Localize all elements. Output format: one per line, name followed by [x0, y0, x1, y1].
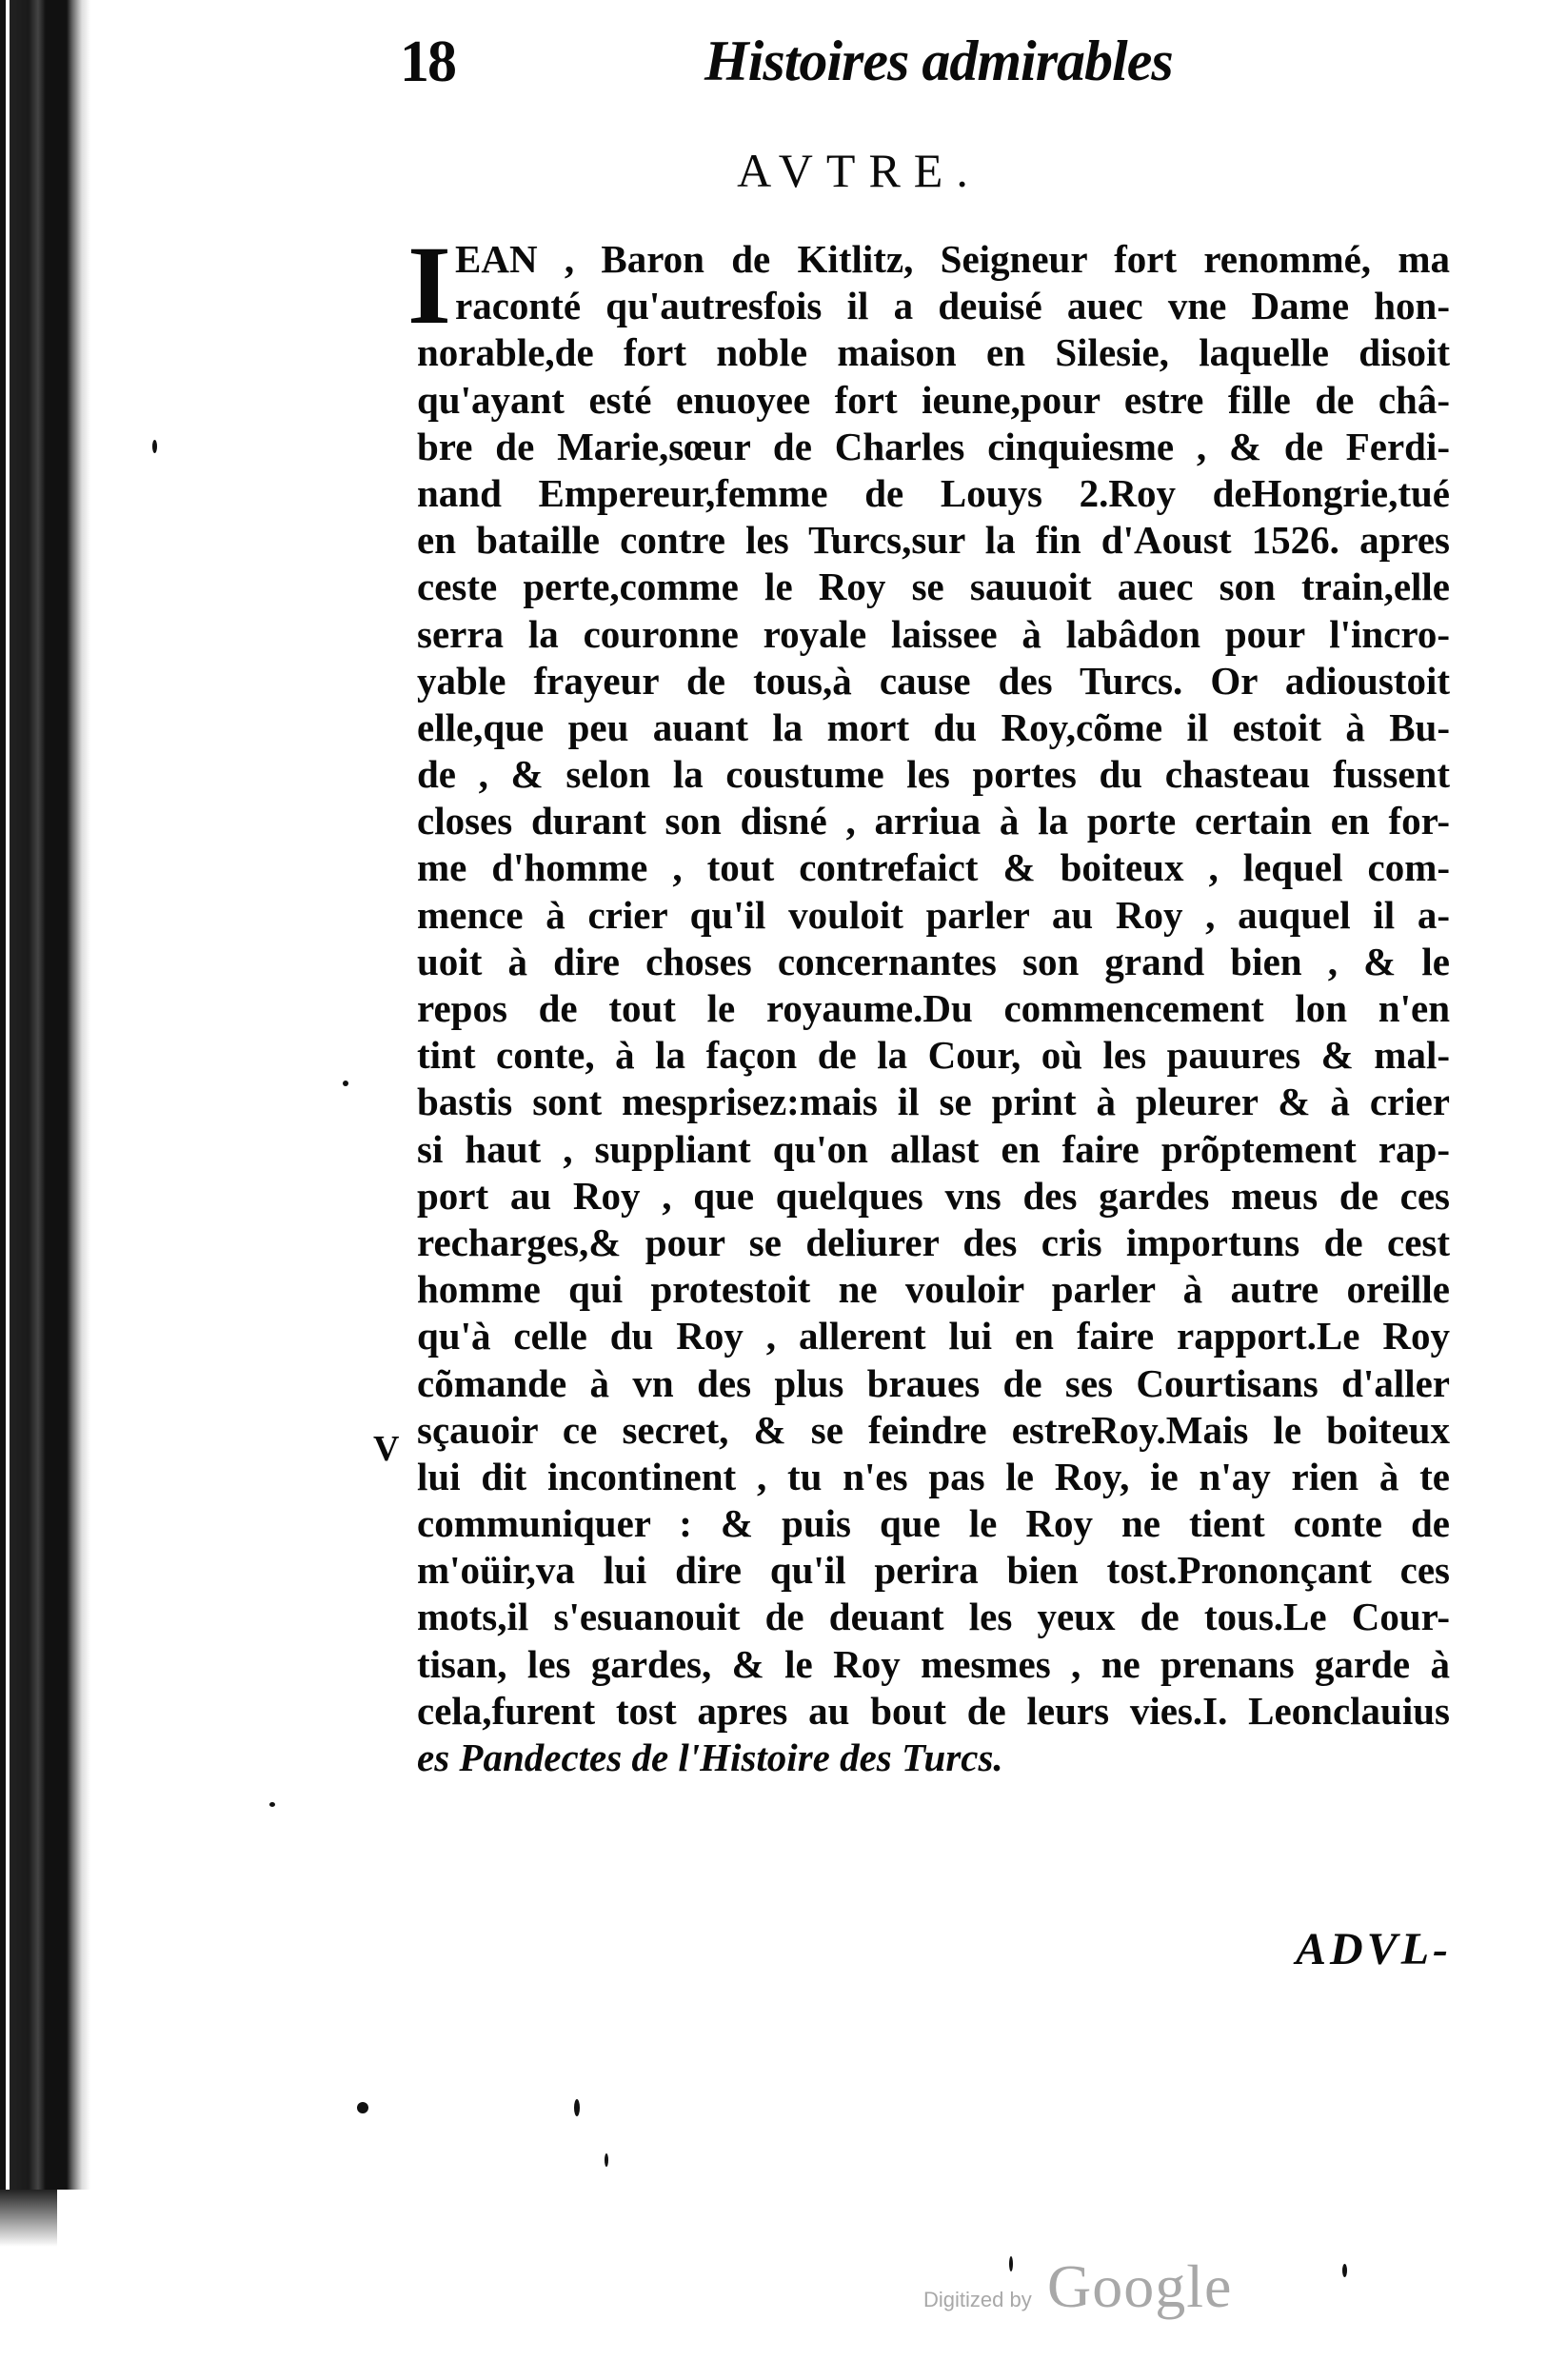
text-line: mence à crier qu'il vouloit parler au Roy , auquel il a-: [417, 892, 1450, 937]
page-number: 18: [400, 30, 455, 94]
text-line: cela,furent tost apres au bout de leurs vies.I. Leonclauius: [417, 1688, 1450, 1733]
drop-cap: I: [407, 223, 451, 347]
text-line: sçauoir ce secret, & se feindre estreRoy.Mais le boiteux: [417, 1407, 1450, 1452]
text-line: elle,que peu auant la mort du Roy,cõme il estoit à Bu-: [417, 704, 1450, 749]
section-title: AVTRE.: [737, 144, 982, 197]
scan-speck: [1342, 2264, 1347, 2277]
binding-gutter-fade: [0, 2190, 57, 2247]
google-logo: Google: [1047, 2252, 1233, 2320]
text-line: yable frayeur de tous,à cause des Turcs. Or adioustoit: [417, 658, 1450, 703]
scan-speck: [357, 2102, 368, 2113]
body-text: [407, 223, 1450, 1781]
text-line: tint conte, à la façon de la Cour, où les pauures & mal-: [417, 1033, 1450, 1078]
text-line: uoit à dire choses concernantes son grand bien , & le: [417, 939, 1450, 983]
scan-speck: [152, 440, 157, 453]
text-line: raconté qu'autresfois il a deuisé auec vne Dame hon-: [455, 284, 1450, 328]
text-line: homme qui protestoit ne vouloir parler à autre oreille: [417, 1267, 1450, 1312]
text-line: qu'ayant esté enuoyee fort ieune,pour estre fille de châ-: [417, 377, 1450, 422]
text-line: nand Empereur,femme de Louys 2.Roy deHongrie,tué: [417, 470, 1450, 515]
text-line: m'oüir,va lui dire qu'il perira bien tost.Prononçant ces: [417, 1548, 1450, 1593]
digitized-watermark: [923, 2251, 1247, 2328]
text-line: en bataille contre les Turcs,sur la fin d'Aoust 1526. apres: [417, 518, 1450, 563]
text-line: lui dit incontinent , tu n'es pas le Roy, ie n'ay rien à te: [417, 1454, 1450, 1498]
text-line: EAN , Baron de Kitlitz, Seigneur fort renommé, ma: [455, 237, 1450, 281]
text-line: cõmande à vn des plus braues de ses Courtisans d'aller: [417, 1360, 1450, 1405]
scan-speck: [343, 1081, 348, 1086]
text-line: repos de tout le royaume.Du commencement lon n'en: [417, 986, 1450, 1030]
text-line: recharges,& pour se deliurer des cris importuns de cest: [417, 1220, 1450, 1264]
text-line: communiquer : & puis que le Roy ne tient conte de: [417, 1501, 1450, 1546]
text-line: de , & selon la coustume les portes du chasteau fussent: [417, 752, 1450, 797]
running-head: Histoires admirables: [704, 30, 1173, 92]
text-line: bre de Marie,sœur de Charles cinquiesme , & de Ferdi-: [417, 424, 1450, 468]
text-line: qu'à celle du Roy , allerent lui en faire rapport.Le Roy: [417, 1314, 1450, 1359]
text-line: closes durant son disné , arriua à la porte certain en for-: [417, 799, 1450, 843]
scan-speck: [605, 2153, 608, 2167]
catchword: ADVL-: [1296, 1924, 1452, 1974]
page-header: [400, 29, 1219, 105]
margin-mark: V: [373, 1429, 400, 1469]
scan-speck: [574, 2099, 580, 2116]
watermark-prefix: Digitized by: [923, 2288, 1032, 2311]
text-line: port au Roy , que quelques vns des gardes meus de ces: [417, 1173, 1450, 1218]
binding-gutter-shadow: [0, 0, 90, 2190]
text-line: ceste perte,comme le Roy se sauuoit auec son train,elle: [417, 565, 1450, 609]
text-line: serra la couronne royale laissee à labâdon pour l'incro-: [417, 611, 1450, 656]
text-line: mots,il s'esuanouit de deuant les yeux de tous.Le Cour-: [417, 1595, 1450, 1639]
text-line-citation: es Pandectes de l'Histoire des Turcs.: [417, 1735, 1003, 1779]
text-line: tisan, les gardes, & le Roy mesmes , ne prenans garde à: [417, 1641, 1450, 1686]
scan-speck: [269, 1802, 275, 1807]
text-line: me d'homme , tout contrefaict & boiteux , lequel com-: [417, 845, 1450, 890]
text-line: norable,de fort noble maison en Silesie, laquelle disoit: [417, 330, 1450, 375]
text-line: bastis sont mesprisez:mais il se print à pleurer & à crier: [417, 1080, 1450, 1124]
text-line: si haut , suppliant qu'on allast en faire prõptement rap-: [417, 1126, 1450, 1171]
